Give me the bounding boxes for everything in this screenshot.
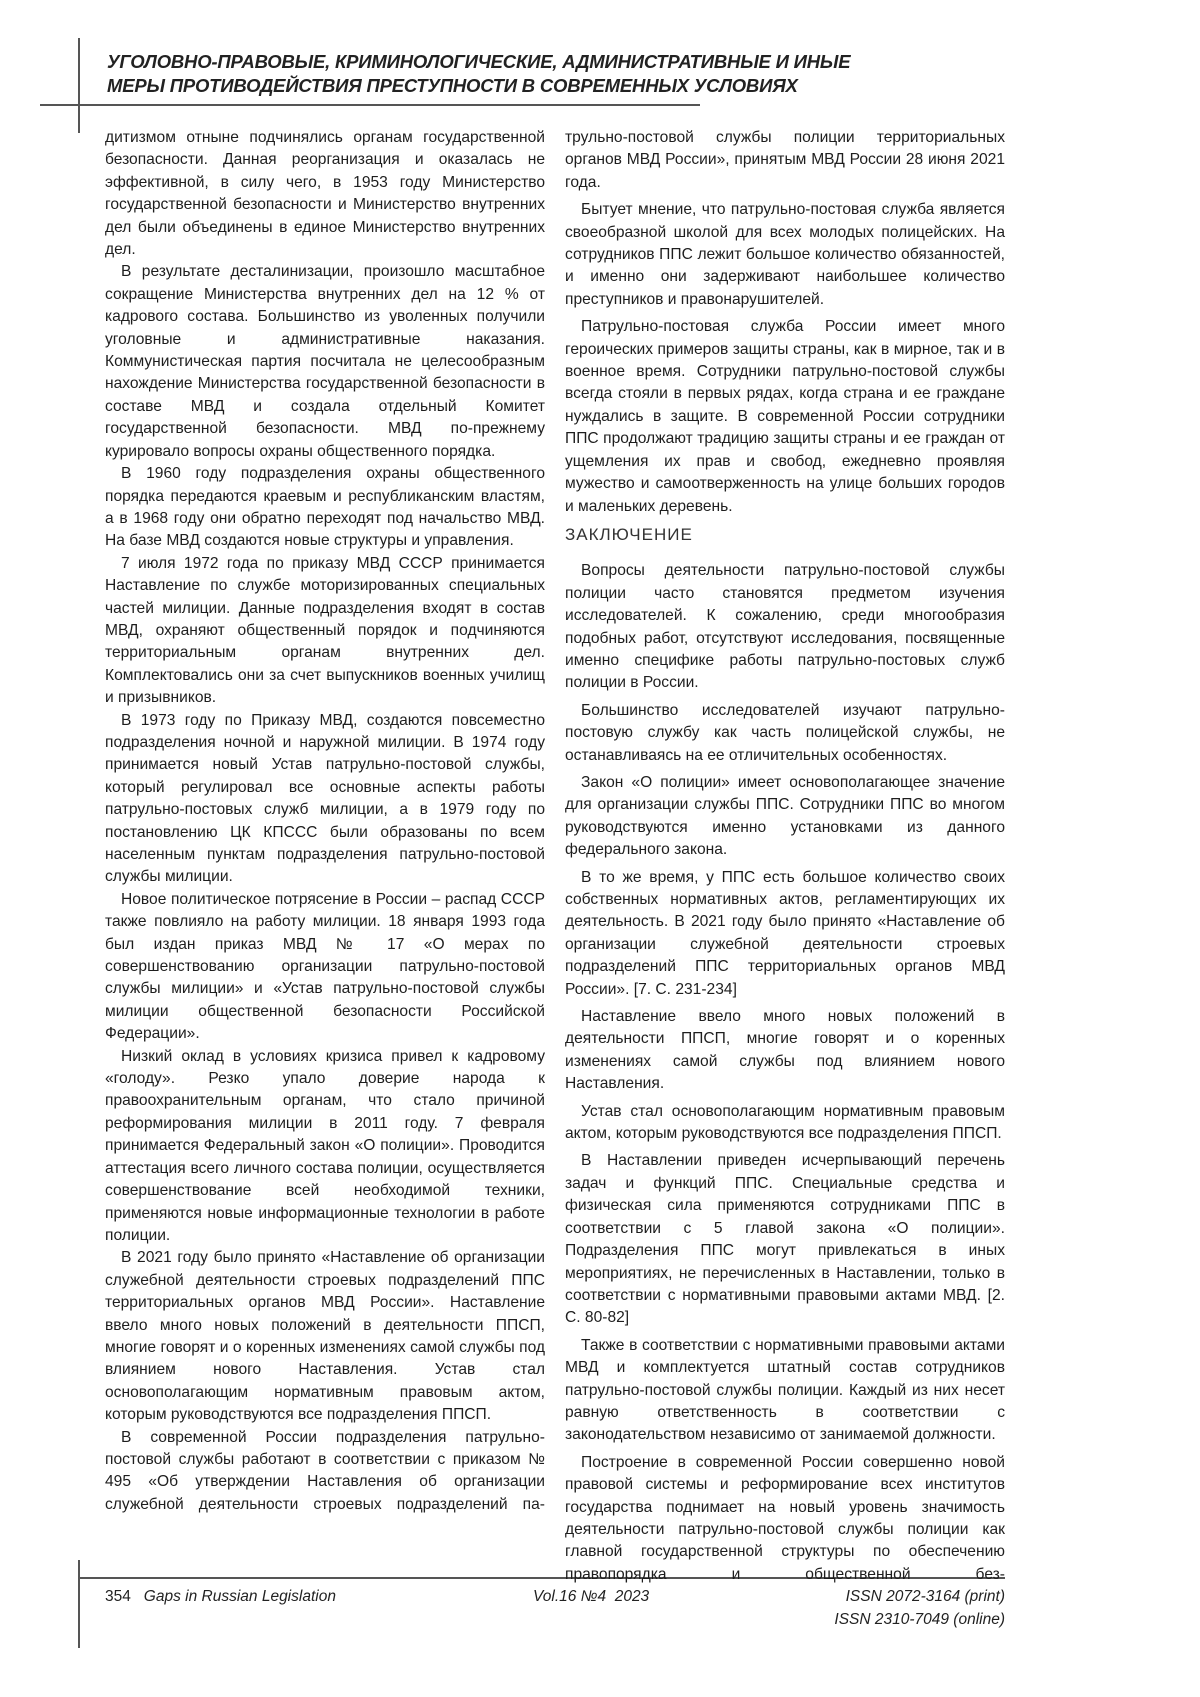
journal-title: Gaps in Russian Legislation	[144, 1588, 336, 1605]
paragraph: Закон «О полиции» имеет основополагающее значение для организации службы ППС. Сотрудники ППС во многом руководствуются именно установками из данного федерального закона.	[565, 772, 1005, 862]
paragraph: Также в соответствии с нормативными правовыми актами МВД и комплектуется штатный состав сотрудников патрульно-постовой службы полиции. Каждый из них несет равную ответственность в соответствии с законодательством независимо от занимаемой должности.	[565, 1335, 1005, 1447]
paragraph: В 1973 году по Приказу МВД, создаются повсеместно подразделения ночной и наружной милиции. В 1974 году принимается новый Устав патрульно-постовой службы, который регулировал все основные аспекты работы патрульно-постовых служб милиции, а в 1979 году по постановлению ЦК КПССС были образованы по всем населенным пунктам подразделения патрульно-постовой службы милиции.	[105, 710, 545, 889]
margin-rule-bottom	[78, 1560, 80, 1648]
volume-issue: Vol.16 №4 2023	[533, 1588, 649, 1606]
issn-online: ISSN 2310-7049 (online)	[834, 1611, 1005, 1629]
paragraph: В 2021 году было принято «Наставление об организации служебной деятельности строевых подразделений ППС территориальных органов МВД России». Наставление ввело много новых положений в деятельности ППСП, многие говорят и о коренных изменениях самой службы под влиянием нового Наставления. Устав стал основополагающим нормативным правовым актом, которым руководствуются все подразделения ППСП.	[105, 1247, 545, 1426]
paragraph: Низкий оклад в условиях кризиса привел к кадровому «голоду». Резко упало доверие народа к правоохранительным органам, что стало причиной реформирования милиции в 2011 году. 7 февраля принимается Федеральный закон «О полиции». Проводится аттестация всего личного состава полиции, осуществляется совершенствование всей необходимой техники, применяются новые информационные технологии в работе полиции.	[105, 1046, 545, 1248]
paragraph: В 1960 году подразделения охраны общественного порядка передаются краевым и республиканским властям, а в 1968 году они обратно переходят под начальство МВД. На базе МВД создаются новые структуры и управления.	[105, 463, 545, 553]
header-line-1: УГОЛОВНО-ПРАВОВЫЕ, КРИМИНОЛОГИЧЕСКИЕ, АДМИНИСТРАТИВНЫЕ И ИНЫЕ	[107, 50, 1007, 74]
footer-left	[105, 1588, 336, 1606]
paragraph: Патрульно-постовая служба России имеет много героических примеров защиты страны, как в мирное, так и в военное время. Сотрудники патрульно-постовой службы всегда стояли в первых рядах, когда страна и ее граждане нуждались в защите. В современной России сотрудники ППС продолжают традицию защиты страны и ее граждан от ущемления их прав и свобод, ежедневно проявляя мужество и самоотверженность на улице больших городов и маленьких деревень.	[565, 316, 1005, 518]
paragraph: В то же время, у ППС есть большое количество своих собственных нормативных актов, регламентирующих их деятельность. В 2021 году было принято «Наставление об организации служебной деятельности строевых подразделений ППС территориальных органов МВД России». [7. С. 231-234]	[565, 867, 1005, 1001]
header-line-2: МЕРЫ ПРОТИВОДЕЙСТВИЯ ПРЕСТУПНОСТИ В СОВРЕМЕННЫХ УСЛОВИЯХ	[107, 74, 1007, 98]
running-header	[107, 50, 1007, 98]
paragraph: Вопросы деятельности патрульно-постовой службы полиции часто становятся предметом изучения исследователей. К сожалению, среди многообразия подобных работ, отсутствуют исследования, посвященные именно специфике работы патрульно-постовых служб полиции в России.	[565, 560, 1005, 694]
paragraph: В Наставлении приведен исчерпывающий перечень задач и функций ППС. Специальные средства и физическая сила применяются сотрудниками ППС в соответствии с 5 главой закона «О полиции». Подразделения ППС могут привлекаться в иных мероприятиях, не перечисленных в Наставлении, только в соответствии с нормативными правовыми актами МВД. [2. С. 80-82]	[565, 1150, 1005, 1329]
paragraph: В современной России подразделения патрульно-постовой службы работают в соответствии с приказом № 495 «Об утверждении Наставления об организации служебной деятельности строевых подразделений па-	[105, 1427, 545, 1517]
margin-rule-top	[78, 38, 80, 133]
right-column	[565, 127, 1005, 1591]
paragraph: В результате десталинизации, произошло масштабное сокращение Министерства внутренних дел на 12 % от кадрового состава. Большинство из уволенных получили уголовные и административные наказания. Коммунистическая партия посчитала не целесообразным нахождение Министерства государственной безопасности в составе МВД и создала отдельный Комитет государственной безопасности. МВД по-прежнему курировало вопросы охраны общественного порядка.	[105, 261, 545, 463]
paragraph: 7 июля 1972 года по приказу МВД СССР принимается Наставление по службе моторизированных специальных частей милиции. Данные подразделения входят в состав МВД, охраняют общественный порядок и подчиняются территориальным органам внутренних дел. Комплектовались они за счет выпускников военных училищ и призывников.	[105, 553, 545, 710]
section-heading-conclusion: ЗАКЛЮЧЕНИЕ	[565, 524, 1005, 546]
paragraph: Большинство исследователей изучают патрульно-постовую службу как часть полицейской службы, не останавливаясь на ее отличительных особенностях.	[565, 700, 1005, 767]
paragraph: трульно-постовой службы полиции территориальных органов МВД России», принятым МВД России 28 июня 2021 года.	[565, 127, 1005, 194]
paragraph: Бытует мнение, что патрульно-постовая служба является своеобразной школой для всех молодых полицейских. На сотрудников ППС лежит большое количество обязанностей, и именно они задерживают наибольшее количество преступников и правонарушителей.	[565, 199, 1005, 311]
header-rule	[40, 104, 700, 106]
paragraph: Наставление ввело много новых положений в деятельности ППСП, многие говорят и о коренных изменениях самой службы под влиянием нового Наставления.	[565, 1006, 1005, 1096]
paragraph: дитизмом отныне подчинялись органам государственной безопасности. Данная реорганизация и оказалась не эффективной, в силу чего, в 1953 году Министерство государственной безопасности и Министерство внутренних дел были объединены в единое Министерство внутренних дел.	[105, 127, 545, 261]
paragraph: Устав стал основополагающим нормативным правовым актом, которым руководствуются все подразделения ППСП.	[565, 1101, 1005, 1146]
page-number: 354	[105, 1588, 131, 1605]
issn-print: ISSN 2072-3164 (print)	[846, 1588, 1005, 1606]
left-column	[105, 127, 545, 1516]
paragraph: Новое политическое потрясение в России – распад СССР также повлияло на работу милиции. 18 января 1993 года был издан приказ МВД № 17 «О мерах по совершенствованию организации патрульно-постовой службы милиции» и «Устав патрульно-постовой службы милиции общественной безопасности Российской Федерации».	[105, 889, 545, 1046]
paragraph: Построение в современной России совершенно новой правовой системы и реформирование всех институтов государства поднимает на новый уровень значимость деятельности патрульно-постовой службы полиции как главной государственной структуры по обеспечению правопорядка и общественной без-	[565, 1452, 1005, 1586]
